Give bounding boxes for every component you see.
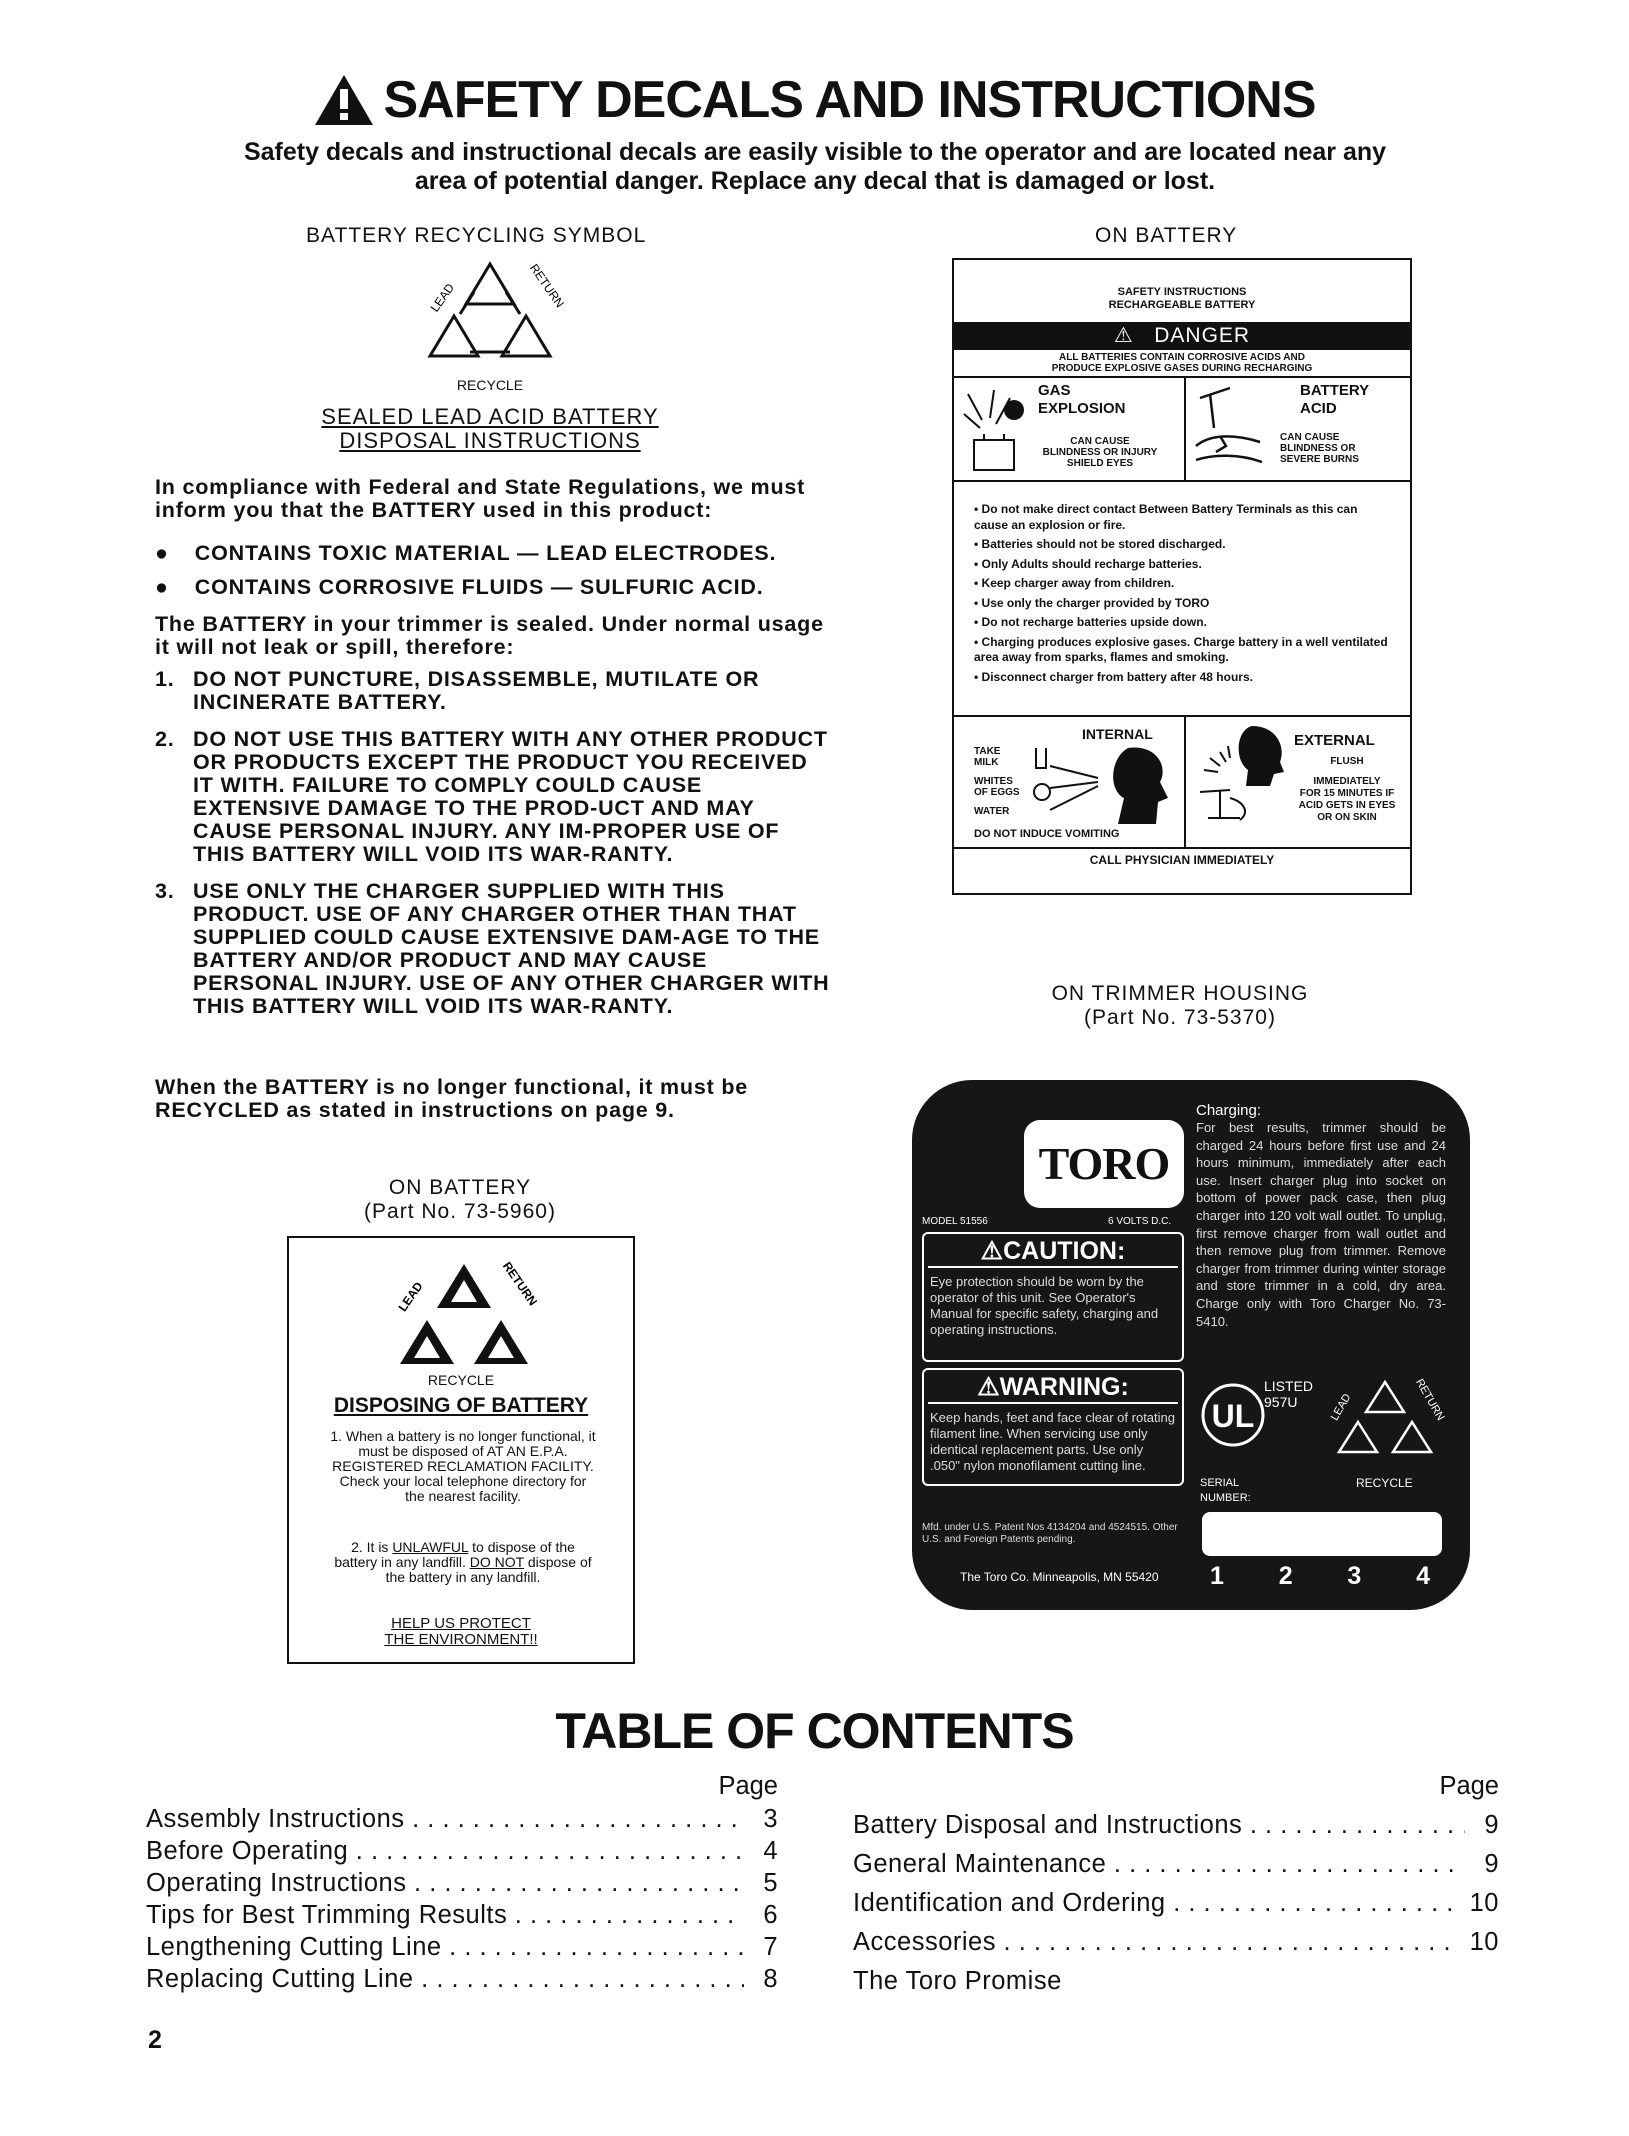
- numbered-item: 1. DO NOT PUNCTURE, DISASSEMBLE, MUTILATE OR INCINERATE BATTERY.: [155, 667, 760, 714]
- internal-line: TAKE: [974, 746, 1001, 757]
- address-text: The Toro Co. Minneapolis, MN 55420: [960, 1570, 1159, 1584]
- no-vomit-label: DO NOT INDUCE VOMITING: [974, 828, 1120, 840]
- protect-footer: [289, 1616, 633, 1648]
- acid-text-line: SEVERE BURNS: [1280, 454, 1359, 465]
- toc-entry[interactable]: Replacing Cutting Line . . . 8: [146, 1962, 778, 1994]
- serial-line: SERIAL: [1200, 1477, 1240, 1489]
- serial-label: [1200, 1476, 1251, 1506]
- recycling-symbol: [410, 250, 570, 390]
- disposal-heading-line1: SEALED LEAD ACID BATTERY: [321, 404, 659, 429]
- rule-item: • Do not make direct contact Between Battery Terminals as this can cause an explosion or fire.: [974, 502, 1358, 532]
- gas-text: [1020, 436, 1180, 469]
- numbered-list: [155, 656, 835, 1018]
- title-text: SAFETY DECALS AND INSTRUCTIONS: [383, 71, 1316, 129]
- header-line: SAFETY INSTRUCTIONS: [1117, 286, 1247, 298]
- gas-text-line: CAN CAUSE: [1070, 436, 1130, 447]
- external-instructions: [1282, 756, 1412, 824]
- charging-title: Charging:: [1196, 1102, 1262, 1119]
- disposal-heading-line2: DISPOSAL INSTRUCTIONS: [339, 428, 641, 453]
- listed-label: LISTED: [1264, 1378, 1314, 1394]
- position-number: 4: [1416, 1562, 1430, 1590]
- position-numbers: [1210, 1562, 1450, 1591]
- warning-panel: [922, 1368, 1184, 1486]
- external-line: IMMEDIATELY: [1313, 776, 1381, 787]
- recycle-icon: [1320, 1370, 1450, 1470]
- toc-entry[interactable]: Before Operating . . . 4: [146, 1834, 778, 1866]
- recycle-label: RECYCLE: [1356, 1476, 1413, 1490]
- bullet-list: [155, 542, 835, 599]
- unlawful-text: UNLAWFUL: [392, 1539, 469, 1555]
- acid-title-line: BATTERY: [1300, 382, 1370, 399]
- numbered-item: 3. USE ONLY THE CHARGER SUPPLIED WITH THIS PRODUCT. USE OF ANY CHARGER OTHER THAN THAT SUPPLIED COULD CAUSE EXTENSIVE DAM-AGE TO THE BATTERY AND/OR PRODUCT AND MAY CAUSE PERSONAL INJURY. USE OF ANY OTHER CHARGER WITH THIS BATTERY WILL VOID ITS WAR-RANTY.: [155, 879, 830, 1018]
- gas-text-line: BLINDNESS OR INJURY: [1042, 447, 1158, 458]
- acid-title: [1300, 382, 1369, 418]
- rule-item: • Only Adults should recharge batteries.: [974, 556, 1202, 571]
- internal-line: MILK: [974, 757, 999, 768]
- header-line: RECHARGEABLE BATTERY: [1108, 299, 1256, 311]
- internal-line: WATER: [974, 806, 1010, 817]
- item2-text: to dispose of the battery in any landfill.: [334, 1539, 575, 1570]
- external-line: FLUSH: [1330, 756, 1364, 767]
- recycle-icon: [410, 250, 570, 390]
- warning-triangle-icon: ⚠: [1113, 324, 1134, 347]
- gas-title-line: GAS: [1038, 382, 1071, 399]
- ul-logo-icon: [1198, 1380, 1268, 1450]
- rule-item: • Batteries should not be stored discharged.: [974, 537, 1226, 551]
- return-label: RETURN: [1413, 1377, 1447, 1423]
- warning-line: ALL BATTERIES CONTAIN CORROSIVE ACIDS AND: [1059, 352, 1305, 363]
- acid-text-line: CAN CAUSE: [1280, 432, 1340, 443]
- disposing-decal: [287, 1236, 635, 1664]
- rule-item: • Disconnect charger from battery after 48 hours.: [974, 669, 1253, 684]
- acid-text-line: BLINDNESS OR: [1280, 443, 1356, 454]
- rule-item: • Keep charger away from children.: [974, 576, 1175, 590]
- ul-label: UL: [1211, 1398, 1255, 1434]
- recycle-label: RECYCLE: [427, 1372, 495, 1388]
- gas-text-line: SHIELD EYES: [1066, 458, 1134, 469]
- housing-caption: [1000, 982, 1360, 1030]
- acid-title-line: ACID: [1300, 400, 1337, 417]
- toc-entry[interactable]: Tips for Best Trimming Results . . . 6: [146, 1898, 778, 1930]
- toc-entry[interactable]: Accessories . . . 10: [853, 1918, 1499, 1957]
- position-number: 3: [1347, 1562, 1362, 1590]
- serial-line: NUMBER:: [1200, 1492, 1251, 1504]
- battery-safety-decal: [952, 258, 1412, 895]
- toc-page-header: Page: [1439, 1772, 1499, 1800]
- toc-page-header: Page: [718, 1772, 778, 1800]
- internal-line: OF EGGS: [974, 787, 1020, 798]
- toc-entry[interactable]: Identification and Ordering . . . 10: [853, 1879, 1499, 1918]
- serial-number-field: [1202, 1512, 1442, 1556]
- toc-entry[interactable]: The Toro Promise: [853, 1967, 1062, 1995]
- part-number: (Part No. 73-5370): [1084, 1006, 1276, 1029]
- call-physician: CALL PHYSICIAN IMMEDIATELY: [1089, 853, 1275, 867]
- caution-text: Eye protection should be worn by the operator of this unit. See Operator's Manual for specific safety, charging and operating instructions.: [930, 1274, 1159, 1337]
- lead-label: LEAD: [427, 280, 458, 315]
- return-label: RETURN: [499, 1259, 541, 1309]
- flush-icon: [1190, 722, 1290, 832]
- rule-item: • Charging produces explosive gases. Charge battery in a well ventilated area away from sparks, flames and smoking.: [974, 634, 1388, 664]
- safety-rules: [974, 502, 1394, 685]
- footer-line: THE ENVIRONMENT!!: [384, 1631, 538, 1648]
- external-label: EXTERNAL: [1294, 732, 1375, 749]
- position-number: 1: [1210, 1562, 1224, 1590]
- warning-triangle-icon: ⚠: [977, 1373, 1000, 1401]
- model-label: MODEL 51556: [922, 1216, 988, 1227]
- on-battery-caption: ON BATTERY: [1095, 224, 1238, 247]
- warning-line: PRODUCE EXPLOSIVE GASES DURING RECHARGING: [1051, 363, 1313, 374]
- warning-triangle-icon: [313, 73, 375, 127]
- page-number: 2: [148, 2026, 162, 2054]
- bullet-item: ● CONTAINS TOXIC MATERIAL — LEAD ELECTRODES.: [155, 541, 777, 565]
- danger-label: DANGER: [1154, 324, 1251, 347]
- toc-title: TABLE OF CONTENTS: [555, 1703, 1074, 1759]
- toc-left-column: [146, 1772, 778, 1994]
- warning-label: WARNING:: [999, 1373, 1129, 1401]
- return-label: RETURN: [526, 261, 568, 311]
- acid-burn-icon: [1190, 384, 1270, 474]
- caution-panel: [922, 1232, 1184, 1362]
- toc-entry[interactable]: Battery Disposal and Instructions . . . 9: [853, 1802, 1499, 1840]
- warning-triangle-icon: ⚠: [980, 1237, 1004, 1265]
- internal-label: INTERNAL: [1082, 726, 1153, 742]
- bullet-item: ● CONTAINS CORROSIVE FLUIDS — SULFURIC ACID.: [155, 575, 764, 599]
- toro-housing-plate: [912, 1080, 1470, 1610]
- listed-number: 957U: [1264, 1394, 1298, 1410]
- item2-text: 2. It is: [351, 1539, 393, 1555]
- charging-instructions: [1196, 1102, 1446, 1330]
- caution-heading: [928, 1236, 1178, 1268]
- disposal-heading: [310, 405, 670, 453]
- warning-text: Keep hands, feet and face clear of rotating filament line. When servicing use only identical replacement parts. Use only .050" nylon monofilament cutting line.: [930, 1410, 1176, 1473]
- external-line: ACID GETS IN EYES: [1298, 800, 1396, 811]
- part-number: (Part No. 73-5960): [364, 1200, 556, 1223]
- lead-label: LEAD: [395, 1279, 426, 1315]
- danger-warning: [954, 352, 1410, 374]
- toc-entry[interactable]: Lengthening Cutting Line . . . 7: [146, 1930, 778, 1962]
- ul-listing: [1264, 1378, 1313, 1410]
- patents-text: Mfd. under U.S. Patent Nos 4134204 and 4524515. Other U.S. and Foreign Patents pending.: [922, 1522, 1178, 1545]
- internal-line: WHITES: [974, 776, 1013, 787]
- caption-line: ON BATTERY: [388, 1176, 532, 1199]
- toc-entry[interactable]: Assembly Instructions . . . 3: [146, 1802, 778, 1834]
- volts-label: 6 VOLTS D.C.: [1108, 1216, 1172, 1227]
- external-line: FOR 15 MINUTES IF: [1299, 788, 1395, 799]
- disposing-item-1: 1. When a battery is no longer functional, it must be disposed of AT AN E.P.A. REGISTERED RECLAMATION FACILITY. Check your local telephone directory for the nearest facility.: [330, 1428, 596, 1504]
- acid-text: [1280, 432, 1359, 465]
- warning-heading: [928, 1372, 1178, 1404]
- page-title: [0, 70, 1629, 130]
- compliance-text: In compliance with Federal and State Regulations, we must inform you that the BATTERY used in this product:: [155, 475, 806, 522]
- disposing-item-2: [329, 1540, 597, 1585]
- recycling-symbol-caption: BATTERY RECYCLING SYMBOL: [306, 224, 647, 247]
- recycled-note: When the BATTERY is no longer functional, it must be RECYCLED as stated in instructions on page 9.: [155, 1075, 749, 1122]
- rule-item: • Use only the charger provided by TORO: [974, 595, 1210, 610]
- charging-text: For best results, trimmer should be charged 24 hours before first use and 24 hours minimum, immediately after each use. Insert charger plug into socket on bottom of power pack case, then plug charger into 120 volt wall outlet. To unplug, first remove charger from wall outlet and then remove plug from trimmer. Remove charger from trimmer during winter storage and store trimmer in a cold, dry area. Charge only with Toro Charger No. 73-5410.: [1196, 1120, 1446, 1329]
- recycle-label: RECYCLE: [456, 377, 524, 393]
- lead-label: LEAD: [1328, 1391, 1354, 1423]
- do-not-text: DO NOT: [469, 1554, 524, 1570]
- ingestion-icon: [1028, 738, 1178, 828]
- item2-text: dispose of the battery in any landfill.: [385, 1554, 592, 1585]
- internal-instructions: [974, 746, 1020, 817]
- numbered-item: 2. DO NOT USE THIS BATTERY WITH ANY OTHER PRODUCT OR PRODUCTS EXCEPT THE PRODUCT YOU RECEIVED IT WITH. FAILURE TO COMPLY COULD CAUSE EXTENSIVE DAMAGE TO THE PROD-UCT AND MAY CAUSE PERSONAL INJURY. ANY IM-PROPER USE OF THIS BATTERY WILL VOID ITS WAR-RANTY.: [155, 727, 828, 866]
- caution-label: CAUTION:: [1003, 1237, 1126, 1265]
- toc-entry[interactable]: General Maintenance . . . 9: [853, 1840, 1499, 1879]
- sealed-text: The BATTERY in your trimmer is sealed. Under normal usage it will not leak or spill, therefore:: [155, 612, 824, 659]
- decal-header: [954, 286, 1410, 312]
- toro-logo: TORO: [1024, 1120, 1184, 1208]
- rule-item: • Do not recharge batteries upside down.: [974, 615, 1207, 629]
- recycle-icon: [379, 1252, 549, 1384]
- toc-right-column: [853, 1772, 1499, 1996]
- disposing-heading: DISPOSING OF BATTERY: [333, 1394, 589, 1417]
- gas-title-line: EXPLOSION: [1038, 400, 1126, 417]
- footer-line: HELP US PROTECT: [391, 1615, 531, 1632]
- gas-title: [1038, 382, 1126, 418]
- external-line: OR ON SKIN: [1317, 812, 1377, 823]
- danger-banner: [954, 322, 1410, 350]
- position-number: 2: [1278, 1562, 1293, 1590]
- toc-entry[interactable]: Operating Instructions . . . 5: [146, 1866, 778, 1898]
- on-battery-caption-2: [290, 1176, 630, 1224]
- intro-text: Safety decals and instructional decals are easily visible to the operator and are located near any area of potential danger. Replace any decal that is damaged or lost.: [243, 138, 1387, 195]
- caption-line: ON TRIMMER HOUSING: [1051, 982, 1309, 1005]
